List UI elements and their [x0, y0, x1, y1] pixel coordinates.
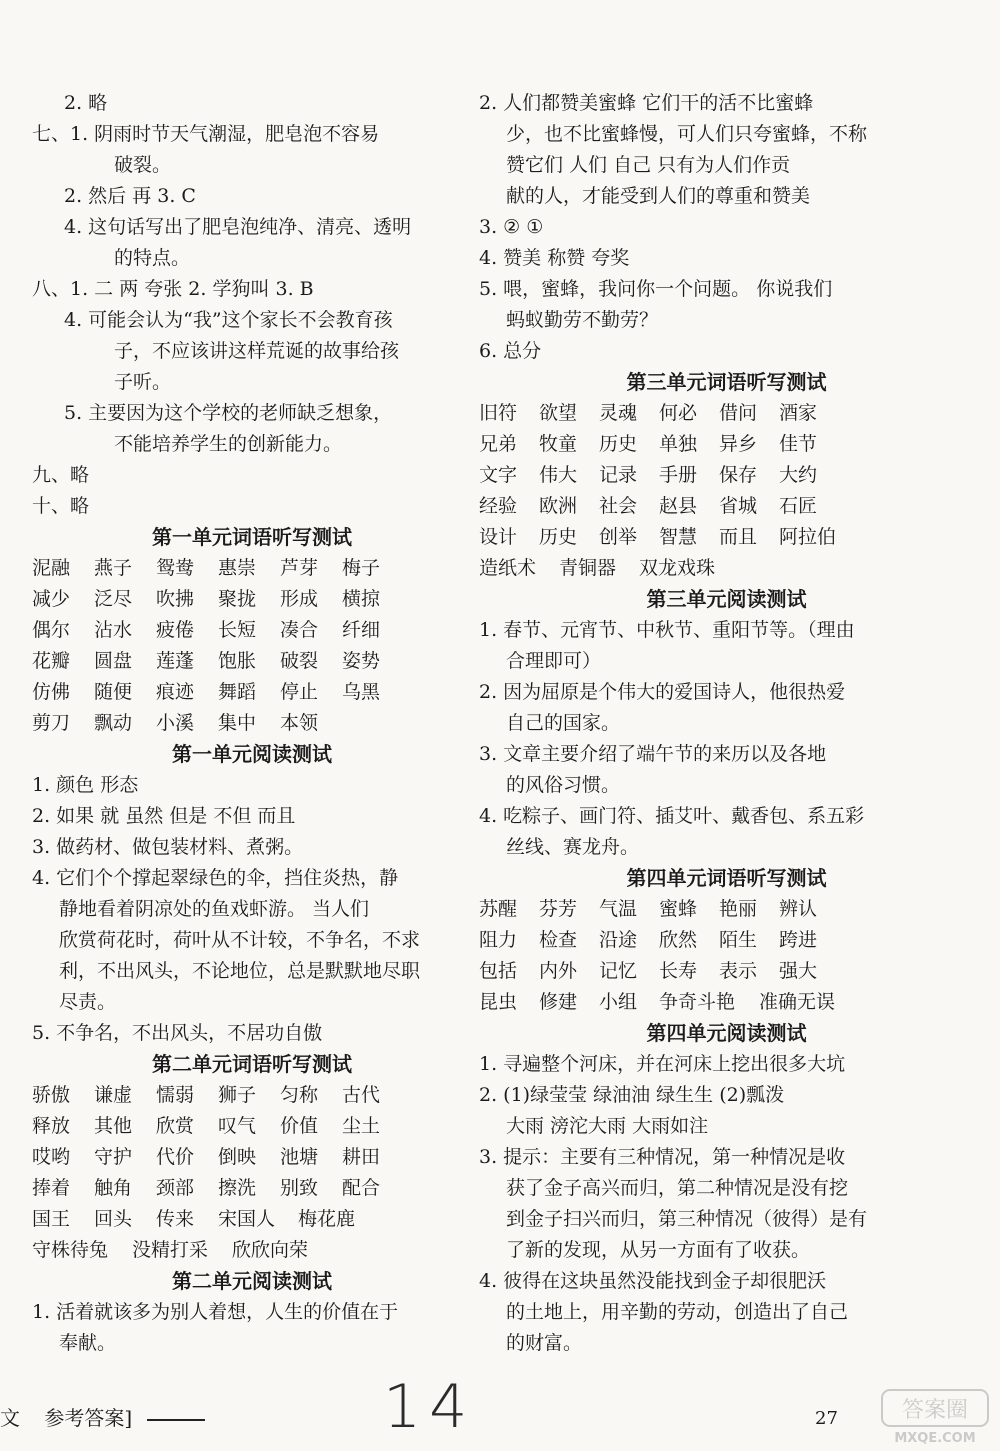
word-item: 石匠	[779, 495, 818, 517]
word-item: 传来	[156, 1208, 195, 1230]
word-item: 沾水	[94, 619, 133, 641]
word-item: 双龙戏珠	[639, 557, 716, 579]
word-item: 芬芳	[539, 898, 578, 920]
word-row	[479, 398, 974, 429]
word-item: 争奇斗艳	[659, 991, 736, 1013]
answer-line: 4. 可能会认为“我”这个家长不会教育孩	[64, 309, 393, 331]
word-row	[479, 491, 974, 522]
word-item: 历史	[539, 526, 578, 548]
word-item: 擦洗	[218, 1177, 257, 1199]
footer-rule	[147, 1419, 205, 1421]
word-item: 陌生	[719, 929, 758, 951]
answer-line: 大雨 滂沱大雨 大雨如注	[506, 1115, 709, 1137]
word-item: 阻力	[479, 929, 518, 951]
watermark-top-text: 答案圈	[901, 1398, 969, 1423]
word-item: 而且	[719, 526, 758, 548]
answer-line: 4. 彼得在这块虽然没能找到金子却很肥沃	[479, 1270, 827, 1292]
word-item: 艳丽	[719, 898, 758, 920]
word-item: 姿势	[342, 650, 381, 672]
answer-line: 少，也不比蜜蜂慢，可人们只夸蜜蜂，不称	[506, 123, 868, 145]
word-item: 阿拉伯	[779, 526, 837, 548]
word-item: 欣欣向荣	[232, 1239, 309, 1261]
word-item: 尘土	[342, 1115, 381, 1137]
word-item: 何必	[659, 402, 698, 424]
word-item: 酒家	[779, 402, 818, 424]
answer-line: 4. 吃粽子、画门符、插艾叶、戴香包、系五彩	[479, 805, 865, 827]
word-item: 欧洲	[539, 495, 578, 517]
word-item: 惠崇	[218, 557, 257, 579]
answer-line: 2. 然后 再 3. C	[64, 185, 196, 207]
answer-line: 2. 人们都赞美蜜蜂 它们干的活不比蜜蜂	[479, 92, 814, 114]
word-item: 伟大	[539, 464, 578, 486]
word-item: 检查	[539, 929, 578, 951]
word-item: 燕子	[94, 557, 133, 579]
word-item: 长寿	[659, 960, 698, 982]
word-row	[32, 1080, 472, 1111]
word-item: 梅子	[342, 557, 381, 579]
word-item: 小溪	[156, 712, 195, 734]
right-column	[479, 88, 974, 1359]
word-item: 匀称	[280, 1084, 319, 1106]
word-item: 智慧	[659, 526, 698, 548]
word-item: 谦虚	[94, 1084, 133, 1106]
answer-line: 了新的发现，从另一方面有了收获。	[506, 1239, 811, 1261]
word-item: 吹拂	[156, 588, 195, 610]
word-item: 欣然	[659, 929, 698, 951]
answer-line: 赞它们 人们 自己 只有为人们作贡	[506, 154, 791, 176]
word-row	[479, 956, 974, 987]
word-item: 芦芽	[280, 557, 319, 579]
word-item: 耕田	[342, 1146, 381, 1168]
word-row	[479, 522, 974, 553]
word-row	[479, 429, 974, 460]
answer-line: 2. 因为屈原是个伟大的爱国诗人，他很热爱	[479, 681, 846, 703]
word-row	[32, 1204, 472, 1235]
word-row	[32, 677, 472, 708]
word-item: 狮子	[218, 1084, 257, 1106]
answer-line: 欣赏荷花时，荷叶从不计较，不争名，不求	[59, 929, 421, 951]
word-item: 青铜器	[559, 557, 617, 579]
word-item: 别致	[280, 1177, 319, 1199]
word-item: 修建	[539, 991, 578, 1013]
word-item: 没精打采	[132, 1239, 209, 1261]
word-item: 手册	[659, 464, 698, 486]
word-row	[32, 1142, 472, 1173]
section-heading: 第四单元词语听写测试	[626, 866, 827, 890]
answer-line: 4. 它们个个撑起翠绿色的伞，挡住炎热，静	[32, 867, 399, 889]
word-item: 准确无误	[759, 991, 836, 1013]
word-item: 异乡	[719, 433, 758, 455]
word-item: 大约	[779, 464, 818, 486]
word-item: 莲蓬	[156, 650, 195, 672]
word-row	[479, 553, 974, 584]
word-item: 单独	[659, 433, 698, 455]
word-item: 记忆	[599, 960, 638, 982]
word-item: 本领	[280, 712, 319, 734]
word-item: 省城	[719, 495, 758, 517]
section-heading: 第三单元阅读测试	[646, 587, 807, 611]
word-item: 国王	[32, 1208, 71, 1230]
word-item: 兄弟	[479, 433, 518, 455]
answer-line: 尽责。	[59, 991, 117, 1013]
word-item: 疲倦	[156, 619, 195, 641]
word-row	[32, 1173, 472, 1204]
section-heading: 第三单元词语听写测试	[626, 370, 827, 394]
answer-line: 3. 做药材、做包装材料、煮粥。	[32, 836, 304, 858]
word-item: 辨认	[779, 898, 818, 920]
section-heading: 第一单元阅读测试	[172, 742, 332, 766]
word-item: 欲望	[539, 402, 578, 424]
word-item: 赵县	[659, 495, 698, 517]
word-item: 借问	[719, 402, 758, 424]
word-row	[479, 894, 974, 925]
left-column	[32, 88, 472, 1359]
answer-line: 的土地上，用辛勤的劳动，创造出了自己	[506, 1301, 849, 1323]
word-item: 痕迹	[156, 681, 195, 703]
answer-line: 6. 总分	[479, 340, 542, 362]
word-row	[32, 1111, 472, 1142]
word-item: 舞蹈	[218, 681, 257, 703]
word-row	[479, 987, 974, 1018]
word-item: 表示	[719, 960, 758, 982]
word-row	[479, 925, 974, 956]
word-item: 昆虫	[479, 991, 518, 1013]
word-item: 气温	[599, 898, 638, 920]
word-item: 聚拢	[218, 588, 257, 610]
answer-line: 5. 喂，蜜蜂，我问你一个问题。 你说我们	[479, 278, 833, 300]
word-item: 旧符	[479, 402, 518, 424]
word-row	[32, 584, 472, 615]
word-item: 创举	[599, 526, 638, 548]
answer-line: 的特点。	[114, 247, 191, 269]
answer-line: 1. 寻遍整个河床，并在河床上挖出很多大坑	[479, 1053, 846, 1075]
word-item: 经验	[479, 495, 518, 517]
word-item: 文字	[479, 464, 518, 486]
word-item: 颈部	[156, 1177, 195, 1199]
word-item: 配合	[342, 1177, 381, 1199]
word-item: 骄傲	[32, 1084, 71, 1106]
answer-line: 3. 提示：主要有三种情况，第一种情况是收	[479, 1146, 846, 1168]
word-item: 花瓣	[32, 650, 71, 672]
word-item: 泛尽	[94, 588, 133, 610]
answer-line: 破裂。	[114, 154, 172, 176]
footer-section: 参考答案]	[44, 1406, 133, 1430]
answer-line: 4. 赞美 称赞 夸奖	[479, 247, 630, 269]
page-number: 27	[815, 1408, 838, 1429]
word-item: 保存	[719, 464, 758, 486]
answer-line: 3. ② ①	[479, 216, 544, 238]
word-item: 剪刀	[32, 712, 71, 734]
word-item: 叹气	[218, 1115, 257, 1137]
answer-line: 的风俗习惯。	[506, 774, 621, 796]
word-row	[32, 646, 472, 677]
section-heading: 第四单元阅读测试	[646, 1021, 807, 1045]
word-item: 价值	[280, 1115, 319, 1137]
answer-line: 1. 活着就该多为别人着想，人生的价值在于	[32, 1301, 399, 1323]
word-item: 内外	[539, 960, 578, 982]
answer-line: 3. 文章主要介绍了端午节的来历以及各地	[479, 743, 827, 765]
word-item: 设计	[479, 526, 518, 548]
word-item: 小组	[599, 991, 638, 1013]
answer-line: 八、1. 二 两 夸张 2. 学狗叫 3. B	[32, 278, 314, 300]
answer-line: 子，不应该讲这样荒诞的故事给孩	[114, 340, 400, 362]
word-item: 灵魂	[599, 402, 638, 424]
word-item: 破裂	[280, 650, 319, 672]
answer-line: 5. 不争名，不出风头，不居功自傲	[32, 1022, 323, 1044]
word-row	[479, 460, 974, 491]
word-item: 佳节	[779, 433, 818, 455]
word-item: 停止	[280, 681, 319, 703]
word-item: 哎哟	[32, 1146, 71, 1168]
answer-line: 奉献。	[59, 1332, 117, 1354]
handwritten-page-mark: 14	[383, 1372, 476, 1442]
answer-line: 九、略	[32, 464, 90, 486]
word-item: 触角	[94, 1177, 133, 1199]
answer-line: 蚂蚁勤劳不勤劳？	[506, 309, 659, 331]
answer-line: 4. 这句话写出了肥皂泡纯净、清亮、透明	[64, 216, 412, 238]
answer-line: 合理即可）	[506, 650, 602, 672]
word-row	[32, 553, 472, 584]
watermark-bottom-text: MXQE.COM	[894, 1431, 976, 1446]
word-item: 捧着	[32, 1177, 71, 1199]
answer-line: 1. 颜色 形态	[32, 774, 139, 796]
word-item: 倒映	[218, 1146, 257, 1168]
word-item: 包括	[479, 960, 518, 982]
answer-line: 自己的国家。	[506, 712, 621, 734]
word-item: 牧童	[539, 433, 578, 455]
answer-line: 5. 主要因为这个学校的老师缺乏想象，	[64, 402, 393, 424]
word-item: 圆盘	[94, 650, 133, 672]
word-item: 仿佛	[32, 681, 71, 703]
answer-line: 不能培养学生的创新能力。	[114, 433, 343, 455]
word-item: 跨进	[779, 929, 818, 951]
watermark-logo	[880, 1388, 990, 1446]
word-item: 造纸术	[479, 557, 537, 579]
word-item: 梅花鹿	[298, 1208, 356, 1230]
word-item: 欣赏	[156, 1115, 195, 1137]
answer-line: 2. (1)绿莹莹 绿油油 绿生生 (2)瓢泼	[479, 1084, 785, 1106]
word-item: 鸳鸯	[156, 557, 195, 579]
answer-line: 十、略	[32, 495, 90, 517]
word-item: 飘动	[94, 712, 133, 734]
word-item: 代价	[156, 1146, 195, 1168]
answer-line: 2. 如果 就 虽然 但是 不但 而且	[32, 805, 296, 827]
word-item: 蜜蜂	[659, 898, 698, 920]
answer-line: 献的人，才能受到人们的尊重和赞美	[506, 185, 811, 207]
answer-line: 静地看着阴凉处的鱼戏虾游。 当人们	[59, 898, 370, 920]
answer-line: 利，不出风头，不论地位，总是默默地尽职	[59, 960, 421, 982]
word-item: 乌黑	[342, 681, 381, 703]
word-item: 池塘	[280, 1146, 319, 1168]
footer-subject: 文	[0, 1406, 20, 1430]
word-item: 集中	[218, 712, 257, 734]
answer-line: 丝线、赛龙舟。	[506, 836, 640, 858]
word-item: 偶尔	[32, 619, 71, 641]
word-item: 强大	[779, 960, 818, 982]
word-item: 纤细	[342, 619, 381, 641]
word-item: 记录	[599, 464, 638, 486]
answer-line: 2. 略	[64, 92, 108, 114]
word-item: 懦弱	[156, 1084, 195, 1106]
word-item: 随便	[94, 681, 133, 703]
word-row	[32, 1235, 472, 1266]
word-row	[32, 615, 472, 646]
word-item: 其他	[94, 1115, 133, 1137]
section-heading: 第二单元阅读测试	[172, 1269, 332, 1293]
answer-line: 的财富。	[506, 1332, 583, 1354]
word-item: 守株待兔	[32, 1239, 109, 1261]
word-item: 减少	[32, 588, 71, 610]
word-item: 苏醒	[479, 898, 518, 920]
answer-line: 七、1. 阴雨时节天气潮湿，肥皂泡不容易	[32, 123, 380, 145]
answer-line: 获了金子高兴而归，第二种情况是没有挖	[506, 1177, 849, 1199]
word-item: 凑合	[280, 619, 319, 641]
section-heading: 第一单元词语听写测试	[152, 525, 352, 549]
answer-line: 1. 春节、元宵节、中秋节、重阳节等。（理由	[479, 619, 855, 641]
word-item: 社会	[599, 495, 638, 517]
word-item: 饱胀	[218, 650, 257, 672]
footer-label	[0, 1402, 205, 1431]
section-heading: 第二单元词语听写测试	[152, 1052, 352, 1076]
word-item: 沿途	[599, 929, 638, 951]
word-item: 泥融	[32, 557, 71, 579]
word-item: 回头	[94, 1208, 133, 1230]
word-item: 长短	[218, 619, 257, 641]
word-item: 释放	[32, 1115, 71, 1137]
word-item: 横掠	[342, 588, 381, 610]
word-item: 形成	[280, 588, 319, 610]
word-row	[32, 708, 472, 739]
answer-line: 子听。	[114, 371, 172, 393]
word-item: 守护	[94, 1146, 133, 1168]
word-item: 历史	[599, 433, 638, 455]
word-item: 宋国人	[218, 1208, 276, 1230]
answer-line: 到金子扫兴而归，第三种情况（彼得）是有	[506, 1208, 868, 1230]
word-item: 古代	[342, 1084, 381, 1106]
